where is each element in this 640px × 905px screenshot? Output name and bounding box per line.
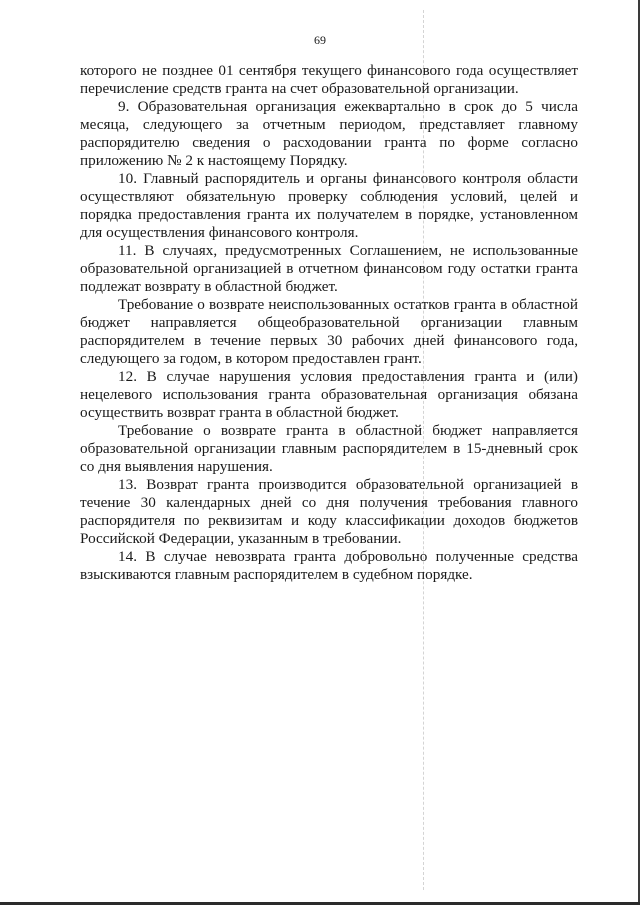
paragraph-14: 14. В случае невозврата гранта добровольно полученные средства взыскиваются главным распорядителем в судебном порядке.: [80, 548, 578, 583]
document-body: [80, 62, 578, 584]
paragraph-13: 13. Возврат гранта производится образовательной организацией в течение 30 календарных дней со дня получения требования главного распорядителя по реквизитам и коду классификации доходов бюджетов Российской Федерации, указанным в требовании.: [80, 476, 578, 547]
paragraph-12-requirement: Требование о возврате гранта в областной бюджет направляется образовательной организации главным распорядителем в 15-дневный срок со дня выявления нарушения.: [80, 422, 578, 475]
paragraph-12: 12. В случае нарушения условия предоставления гранта и (или) нецелевого использования гранта образовательная организация обязана осуществить возврат гранта в областной бюджет.: [80, 368, 578, 421]
page-number: 69: [314, 33, 326, 47]
paragraph-11-requirement: Требование о возврате неиспользованных остатков гранта в областной бюджет направляется общеобразовательной организации главным распорядителем в течение первых 30 рабочих дней финансового года, следующего за годом, в котором предоставлен грант.: [80, 296, 578, 367]
paragraph-11: 11. В случаях, предусмотренных Соглашением, не использованные образовательной организацией в отчетном финансовом году остатки гранта подлежат возврату в областной бюджет.: [80, 242, 578, 295]
paragraph-continuation: которого не позднее 01 сентября текущего финансового года осуществляет перечисление средств гранта на счет образовательной организации.: [80, 62, 578, 97]
paragraph-9: 9. Образовательная организация ежеквартально в срок до 5 числа месяца, следующего за отчетным периодом, представляет главному распорядителю сведения о расходовании гранта по форме согласно приложению № 2 к настоящему Порядку.: [80, 98, 578, 169]
paragraph-10: 10. Главный распорядитель и органы финансового контроля области осуществляют обязательную проверку соблюдения условий, целей и порядка предоставления гранта их получателем в порядке, установленном для осуществления финансового контроля.: [80, 170, 578, 241]
